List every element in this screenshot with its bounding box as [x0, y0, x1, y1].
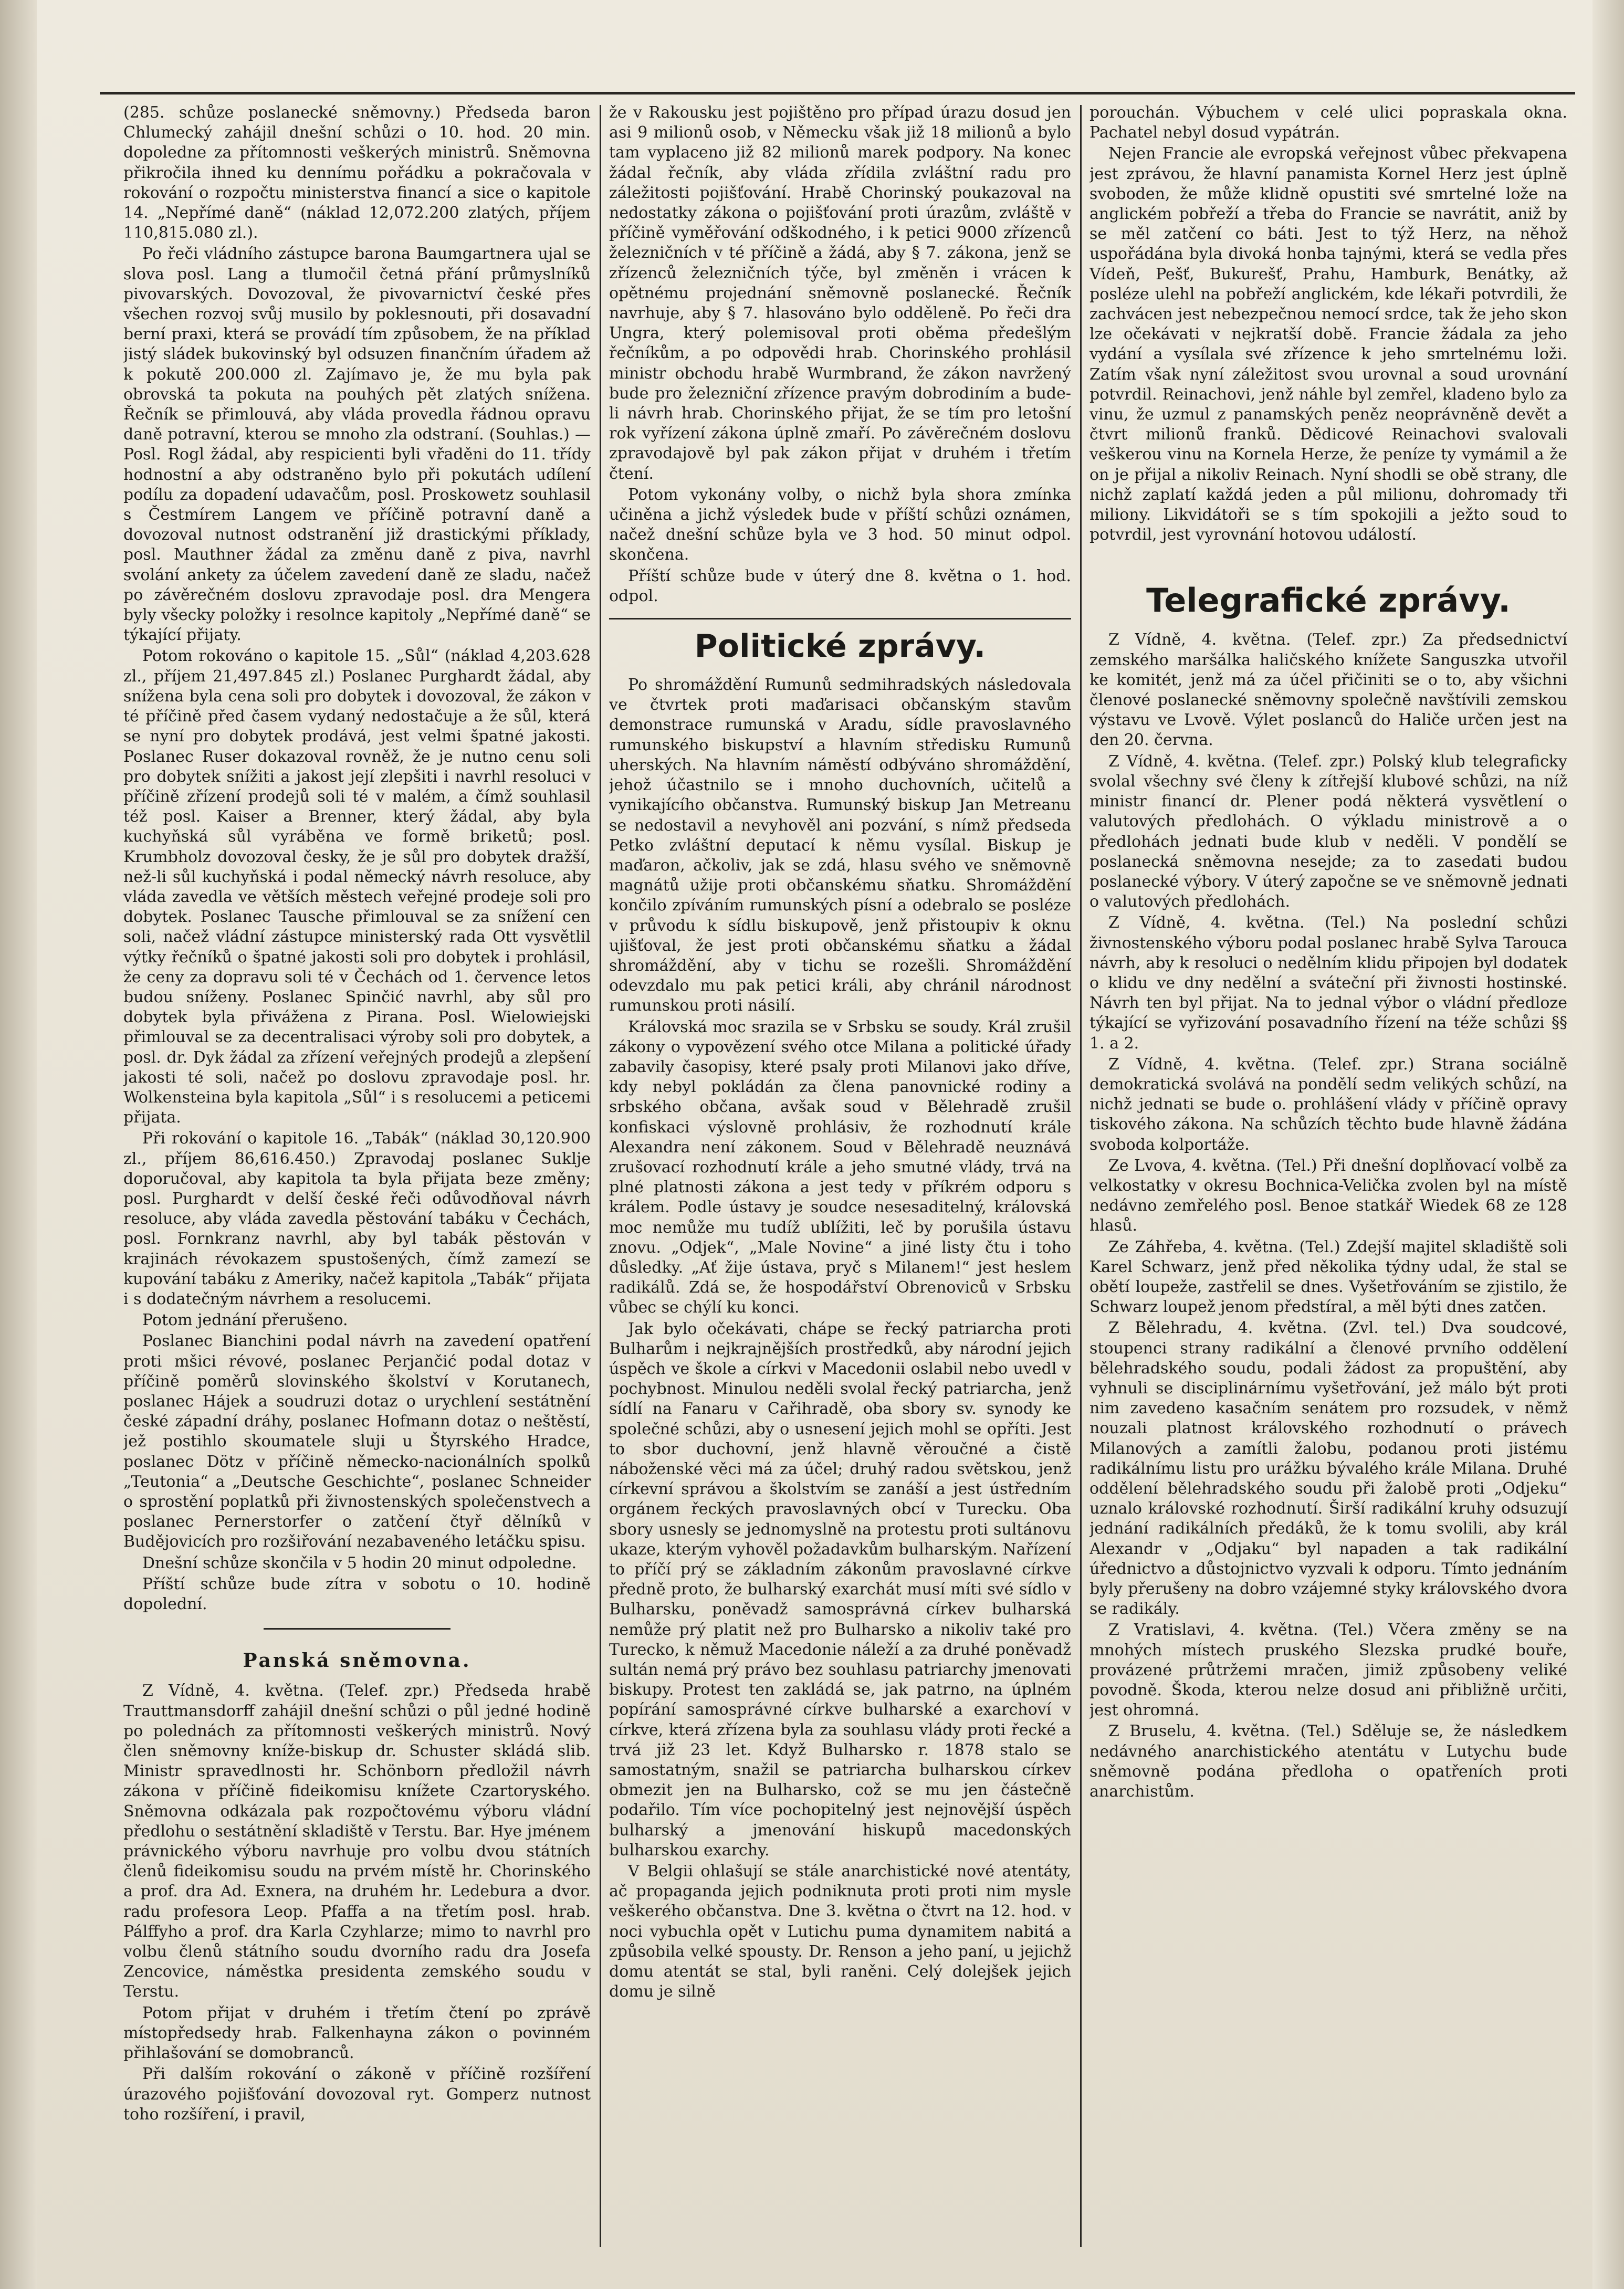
- upper-house-paragraph: Při dalším rokování o zákoně v příčině rozšíření úrazového pojišťování dovozoval ryt. Gomperz nutnost toho rozšíření, i pravil,: [123, 2065, 591, 2124]
- column-1: [123, 103, 591, 2252]
- parliament-report-paragraph: (285. schůze poslanecké sněmovny.) Předseda baron Chlumecký zahájil dnešní schůzi o 10. hod. 20 min. dopoledne za přítomnosti veškerých ministrů. Sněmovna přikročila ihned ku dennímu pořádku a pokračovala v rokování o rozpočtu ministerstva financí a sice o kapitole 14. „Nepřímé daně“ (náklad 12,072.200 zlatých, příjem 110,815.080 zl.).: [123, 103, 591, 243]
- telegraph-item: Z Vídně, 4. května. (Telef. zpr.) Strana sociálně demokratická svolává na pondělí sedm velikých schůzí, na nichž jednati se bude o. prohlášení vlády v příčině opravy tiskového zákona. Na schůzích těchto bude hlavně žádána svoboda kolportáže.: [1089, 1055, 1567, 1154]
- political-news-paragraph: porouchán. Výbuchem v celé ulici popraskala okna. Pachatel nebyl dosud vypátrán.: [1089, 103, 1567, 142]
- section-title-politicke-zpravy: Politické zprávy.: [609, 618, 1071, 665]
- section-title-panska-snemovna: Panská sněmovna.: [243, 1650, 472, 1672]
- political-news-paragraph: V Belgii ohlašují se stále anarchistické nové atentáty, ač propaganda jejich podniknuta proti proti nim mysle veškerého občanstva. Dne 3. května o čtvrt na 12. hod. v noci vybuchla opět v Lutichu puma dynamitem nabitá a způsobila velké spousty. Dr. Renson a jeho paní, u jejichž domu atentát se stal, byli raněni. Celý dolejšek jejich domu je silně: [609, 1862, 1071, 2001]
- column-2: [609, 103, 1071, 2252]
- section-title-telegraficke-zpravy: Telegrafické zprávy.: [1146, 581, 1511, 620]
- parliament-report-paragraph: Potom jednání přerušeno.: [142, 1311, 348, 1330]
- telegraph-item: Ze Lvova, 4. května. (Tel.) Při dnešní doplňovací volbě za velkostatky v okresu Bochnica-Velička zvolen byl na místě nedávno zemřelého posl. Benoe statkář Wiedek 68 ze 128 hlasů.: [1089, 1156, 1567, 1235]
- political-news-paragraph: Nejen Francie ale evropská veřejnost vůbec překvapena jest zprávou, že hlavní panamista Kornel Herz jest úplně svoboden, že může klidně opustiti své smrtelné lože na anglickém pobřeží a třeba do Francie se navrátit, aniž by se měl zatčení co báti. Jest to týž Herz, na něhož uspořádána byla divoká honba tajnými, která se vedla přes Vídeň, Pešť, Bukurešť, Prahu, Hamburk, Benátky, až posléze ulehl na pobřeží anglickém, kde lékaři potvrdili, že zachvácen jest nebezpečnou nemocí srdce, tak že jeho skon lze očekávati v nejkratší době. Francie žádala za jeho vydání a vysílala své zřízence k jeho smrtelnému loži. Zatím však nyní záležitost svou urovnal a soud urovnání potvrdil. Reinachovi, jenž náhle byl zemřel, kladeno bylo za vinu, že uzmul z panamských peněz neoprávněně devět a čtvrt milionů franků. Dědicové Reinachovi svalovali veškerou vinu na Kornela Herze, že peníze ty vymámil a že on je přijal a nikoliv Reinach. Nyní shodli se obě strany, dle nichž zaplatí každá jeden a půl milionu, dohromady tři miliony. Likvidátoři se s tím spokojili a ježto soud to potvrdil, jest vyrovnání hotovou událostí.: [1089, 144, 1567, 544]
- upper-house-paragraph: Potom přijat v druhém i třetím čtení po zprávě místopředsedy hrab. Falkenhayna zákon o povinném přihlašování se domobranců.: [123, 2003, 591, 2063]
- political-news-paragraph: Královská moc srazila se v Srbsku se soudy. Král zrušil zákony o vypovězení svého otce Milana a politické úřady zabavily časopisy, které psaly proti Milanovi jako dříve, kdy nebyl pokládán za člena panovnické rodiny a srbského občana, avšak soud v Bělehradě zrušil konfiskaci výslovně prohlásiv, že rozhodnutí krále Alexandra není zákonem. Soud v Bělehradě neuznává zrušovací rozhodnutí krále a jeho smutné vlády, trvá na plné platnosti zákona a jest tedy v příkrém odporu s králem. Podle ústavy je soudce nesesaditelný, královská moc nemůže mu tudíž ublížiti, leč by porušila ústavu znovu. „Odjek“, „Male Novine“ a jiné listy čtu i toho důsledky. „Ať žije ústava, pryč s Milanem!“ jest heslem radikálů. Zdá se, že hospodářství Obrenoviců v Srbsku vůbec se chýlí ku konci.: [609, 1017, 1071, 1317]
- scan-edge-left: [0, 0, 37, 2289]
- column-rule: [600, 105, 601, 2247]
- telegraph-item: Z Vídně, 4. května. (Tel.) Na poslední schůzi živnostenského výboru podal poslanec hrabě Sylva Tarouca návrh, aby k resoluci o nedělním klidu připojen byl dodatek o klidu ve dny nedělní a sváteční při živnosti hostinské. Návrh ten byl přijat. Na to jednal výbor o vládní předloze týkající se vyřizování posavadního řízení na téže schůzi §§ 1. a 2.: [1089, 914, 1567, 1053]
- upper-house-paragraph: Potom vykonány volby, o nichž byla shora zmínka učiněna a jichž výsledek bude v příští schůzi oznámen, načež dnešní schůze byla ve 3 hod. 50 minut odpol. skončena.: [609, 485, 1071, 564]
- parliament-report-paragraph: Potom rokováno o kapitole 15. „Sůl“ (náklad 4,203.628 zl., příjem 21,497.845 zl.) Poslanec Purghardt žádal, aby snížena byla cena soli pro dobytek i dovozoval, že zákon v té příčině před časem vydaný nedostačuje a že sůl, která se nyní pro dobytek prodává, jest velmi špatné jakosti. Poslanec Ruser dokazoval rovněž, že je nutno cenu soli pro dobytek snížiti a jakost její zlepšiti i navrhl resoluci v příčině zřízení prodejů soli té v malém, a čímž souhlasil též posl. Kaiser a Brenner, který žádal, aby byla kuchyňská sůl vyráběna ve formě briketů; posl. Krumbholz dovozoval česky, že je sůl pro dobytek dražší, než-li sůl kuchyňská i podal německý návrh resoluce, aby vláda zavedla ve větších městech veřejné prodeje soli pro dobytek. Poslanec Tausche přimlouval se za snížení cen soli, načež vládní zástupce ministerský rada Ott vysvětlil výtky řečníků o špatné jakosti soli pro dobytek i prohlásil, že ceny za dopravu soli té v Čechách od 1. července letos budou sníženy. Poslanec Spinčić navrhl, aby sůl pro dobytek byla přivážena z Pirana. Posl. Wielowiejski přimlouval se za decentralisaci výroby soli pro dobytek, a posl. dr. Dyk žádal za zřízení veřejných prodejů a zlepšení jakosti té soli, načež po doslovu zpravodaje posl. hr. Wolkensteina byla kapitola „Sůl“ i s resolucemi a peticemi přijata.: [123, 647, 591, 1127]
- parliament-report-paragraph: Dnešní schůze skončila v 5 hodin 20 minut odpoledne.: [142, 1553, 577, 1572]
- telegraph-item: Z Vídně, 4. května. (Telef. zpr.) Polský klub telegraficky svolal všechny své členy k zítřejší klubové schůzi, na níž ministr financí dr. Plener podá některá vysvětlení o valutových předlohách. O výkladu ministrově a o předlohách jednati bude klub v neděli. V pondělí se poslanecká sněmovna nesejde; za to zasedati budou poslanecké výbory. V úterý započne se ve sněmovně jednati o valutových předlohách.: [1089, 752, 1567, 911]
- political-news-paragraph: Jak bylo očekávati, chápe se řecký patriarcha proti Bulharům i nejkrajnějších prostředků, aby národní jejich úspěch ve škole a církvi v Macedonii oslabil nebo uvedl v pochybnost. Minulou neděli svolal řecký patriarcha, jenž sídlí na Fanaru v Cařihradě, oba sbory sv. synody ke společné schůzi, aby o usnesení jejich mohl se opříti. Jest to sbor duchovní, jenž hlavně věroučné a čistě náboženské věci má za účel; druhý radou světskou, jenž církevní správou a školstvím se zanáší a jest ústředním orgánem řeckých pravoslavných obcí v Turecku. Oba sbory usnesly se jednomyslně na protestu proti sultánovu ukaze, kterým vyhověl požadavkům bulharským. Nařízení to příčí prý se základním zákonům pravoslavné církve předně proto, že bulharský exarchát musí míti své sídlo v Bulharsku, poněvadž samosprávná církev bulharská nemůže prý platit než pro Bulharsko a nikoliv také pro Turecko, k němuž Macedonie náleží a za druhé poněvadž sultán nemá prý právo bez souhlasu patriarchy jmenovati biskupy. Protest ten zakládá se, jak patrno, na úplném popírání samosprávné církve bulharské a exarchoví v církve, která zřízena byla za souhlasu vlády proti řecké a trvá již 23 let. Když Bulharsko r. 1878 stalo se samostatným, snažil se patriarcha bulharskou církev obmezit jen na Bulharsko, což se mu jen částečně podařilo. Tím více pochopitelný jest nejnovější úspěch bulharský a jmenování hiskupů macedonských bulharskou exarchy.: [609, 1319, 1071, 1860]
- parliament-report-paragraph: Příští schůze bude zítra v sobotu o 10. hodině dopolední.: [123, 1574, 591, 1614]
- telegraph-item: Z Bruselu, 4. května. (Tel.) Sděluje se, že následkem nedávného anarchistického atentátu v Lutychu bude sněmovně podána předloha o opatřeních proti anarchistům.: [1089, 1722, 1567, 1801]
- upper-house-paragraph: Příští schůze bude v úterý dne 8. května o 1. hod. odpol.: [609, 566, 1071, 605]
- parliament-report-paragraph: Poslanec Bianchini podal návrh na zavedení opatření proti mšici révové, poslanec Perjančić podal dotaz v příčině poměrů slovinského školství v Korutanech, poslanec Hájek a soudruzi dotaz o urychlení sestátnění české západní dráhy, poslanec Hofmann dotaz o neštěstí, jež postihlo skoumatele sluji u Štyrského Hradce, poslanec Dötz v příčině německo-nacionálních spolků „Teutonia“ a „Deutsche Geschichte“, poslanec Schneider o sprostění poplatků při živnostenských společenstvech a poslanec Pernerstorfer o zatčení čtyř dělníků v Budějovicích pro rozšiřování nezabaveného letáčku spisu.: [123, 1332, 591, 1551]
- parliament-report-paragraph: Po řeči vládního zástupce barona Baumgartnera ujal se slova posl. Lang a tlumočil četná přání průmyslníků pivovarských. Dovozoval, že pivovarnictví české přes všechen rozvoj svůj musilo by poklesnouti, při dosavadní berní praxi, která se provádí tím způsobem, že na příklad jistý sládek bukovinský byl odsuzen finančním úřadem až k pokutě 200.000 zl. Zajímavo je, že mu byla pak obrovská ta pokuta na pouhých pět zlatých snížena. Řečník se přimlouvá, aby vláda provedla řádnou opravu daně potravní, kterou se mnoho zla odstraní. (Souhlas.) — Posl. Rogl žádal, aby respicienti byli vřaděni do 11. třídy hodnostní a aby odstraněno bylo při pokutách udílení podílu za dopadení udavačům, posl. Proskowetz souhlasil s Čestmírem Langem ve příčině potravní daně a dovozoval nutnost odstranění již drastickými příklady, posl. Mauthner žádal za změnu daně z piva, navrhl svolání ankety za účelem zavedení daně ze sladu, načež po závěrečném doslovu zpravodaje posl. dra Mengera byly všecky položky i resolnce kapitoly „Nepřímé daně“ se týkající přijaty.: [123, 245, 591, 645]
- upper-house-paragraph: že v Rakousku jest pojištěno pro případ úrazu dosud jen asi 9 milionů osob, v Německu však již 18 milionů a bylo tam vyplaceno již 82 milionů marek podpory. Na konec žádal řečník, aby vláda zřídila zvláštní radu pro záležitosti pojišťování. Hrabě Chorinský poukazoval na nedostatky zákona o pojišťování proti úrazům, zvláště v příčině vyměřování odškodného, i k petici 9000 zřízenců železničních v té příčině a žádá, aby § 7. zákona, jenž se zřízenců železničních týče, byl změněn i vrácen k opětnému projednání sněmovně poslanecké. Řečník navrhuje, aby § 7. hlasováno bylo odděleně. Po řeči dra Ungra, který polemisoval proti oběma předešlým řečníkům, a po odpovědi hrab. Chorinského prohlásil ministr obchodu hrabě Wurmbrand, že zákon navržený bude pro železniční zřízence pravým dobrodiním a bude-li návrh hrab. Chorinského přijat, že se tím pro letošní rok vyřízení zákona úplně zmaří. Po závěrečném doslovu zpravodajově byl pak zákon přijat v druhém i třetím čtení.: [609, 103, 1071, 483]
- telegraph-item: Z Vratislavi, 4. května. (Tel.) Včera změny se na mnohých místech pruského Slezska prudké bouře, provázené průtržemi mračen, jimiž způsobeny veliké povodně. Škoda, kterou nelze dosud ani přibližně určiti, jest ohromná.: [1089, 1621, 1567, 1720]
- column-3: [1089, 103, 1567, 2252]
- telegraph-item: Ze Záhřeba, 4. května. (Tel.) Zdejší majitel skladiště soli Karel Schwarz, jenž před několika týdny udal, že stal se obětí loupeže, zastřelil se dnes. Vyšetřováním se zjistilo, že Schwarz loupež jenom předstíral, a měl býti dnes zatčen.: [1089, 1237, 1567, 1317]
- scan-edge-right: [1592, 0, 1624, 2289]
- section-divider: [264, 1628, 450, 1630]
- column-rule: [1080, 105, 1082, 2247]
- top-rule: [100, 92, 1575, 94]
- political-news-paragraph: Po shromáždění Rumunů sedmihradských následovala ve čtvrtek proti maďarisaci občanským stavům demonstrace rumunská v Aradu, sídle pravoslavného rumunského biskupství a hlavním středisku Rumunů uherských. Na hlavním náměstí odbýváno shromáždění, jehož účastnilo se i mnoho duchovních, učitelů a vynikajícího občanstva. Rumunský biskup Jan Metreanu se nedostavil a nevyhověl ani pozvání, s nímž předseda Petko zvláštní deputací k němu vysílal. Biskup je maďaron, ačkoliv, jak se zdá, hlasu svého ve sněmovně magnátů užije proti občanskému sňatku. Shromáždění končilo zpíváním rumunských písní a odebralo se posléze v průvodu k sídlu biskupově, jenž přistoupiv k oknu ujišťoval, že jest proti občanskému sňatku a žádal shromáždění, aby v tichu se rozešli. Shromáždění odevzdalo mu pak petici králi, aby chránil národnost rumunskou proti násilí.: [609, 676, 1071, 1015]
- parliament-report-paragraph: Při rokování o kapitole 16. „Tabák“ (náklad 30,120.900 zl., příjem 86,616.450.) Zpravodaj poslanec Suklje doporučoval, aby kapitola ta byla přijata beze změny; posl. Purghardt v delší české řeči odůvodňoval návrh resoluce, aby vláda zavedla pěstování tabáku v Čechách, posl. Fornkranz navrhl, aby byl tabák pěstován v krajinách révokazem spustošených, čímž zamezí se kupování tabáku z Ameriky, načež kapitola „Tabák“ přijata i s dodatečným návrhem a resolucemi.: [123, 1129, 591, 1308]
- telegraph-item: Z Vídně, 4. května. (Telef. zpr.) Za předsednictví zemského maršálka haličského knížete Sanguszka utvořil ke komitét, jenž má za účel přičiniti se o to, aby všichni členové poslanecké sněmovny společně navštívili zemskou výstavu ve Lvově. Výlet poslanců do Haliče určen jest na den 20. června.: [1089, 631, 1567, 750]
- upper-house-paragraph: Z Vídně, 4. května. (Telef. zpr.) Předseda hrabě Trauttmansdorff zahájil dnešní schůzi o půl jedné hodině po polednách za přítomnosti veškerých ministrů. Nový člen sněmovny kníže-biskup dr. Schuster skládá slib. Ministr spravedlnosti hr. Schönborn předložil návrh zákona v příčině fideikomisu knížete Czartoryského. Sněmovna odkázala pak rozpočtovému výboru vládní předlohu o sestátnění skladiště v Terstu. Bar. Hye jménem právnického výboru navrhuje pro volbu dvou státních členů fideikomisu soudu na prvém místě hr. Chorinského a prof. dra Ad. Exnera, na druhém hr. Ledebura a dvor. radu profesora Leop. Pfaffa a na třetím posl. hrab. Pálffyho a prof. dra Karla Czyhlarze; mimo to navrhl pro volbu členů státního soudu dvorního radu dra Josefa Zencovice, náměstka presidenta zemského soudu v Terstu.: [123, 1682, 591, 2001]
- telegraph-item: Z Bělehradu, 4. května. (Zvl. tel.) Dva soudcové, stoupenci strany radikální a členové prvního oddělení bělehradského soudu, podali žádost za propuštění, aby vyhnuli se disciplinárnímu vyšetřování, jež málo být proti nim zavedeno kasačním senátem pro rozsudek, v němž nouzali platnost královského rozhodnutí o právech Milanových a zamítli žalobu, podanou proti jistému radikálnímu listu pro urážku bývalého krále Milana. Druhé oddělení bělehradského soudu při žalobě proti „Odjeku“ uznalo královské rozhodnutí. Širší radikální kruhy odsuzují jednání radikálních předáků, že k tomu svolili, aby král Alexandr v „Odjaku“ byl napaden a tak radikální úřednictvo a důstojnictvo vyzvali k odporu. Tímto jednáním byly přerušeny na dobro vzájemné styky královského dvora se radikály.: [1089, 1319, 1567, 1619]
